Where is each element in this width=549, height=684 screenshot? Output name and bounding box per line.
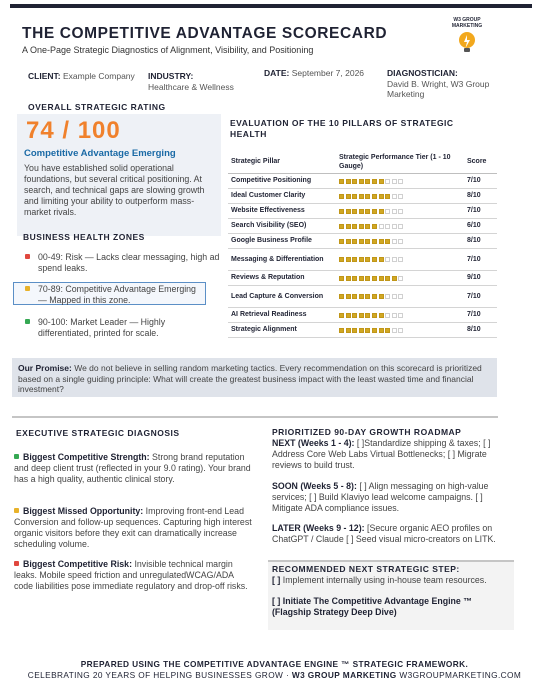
- gauge-segment-filled: [352, 328, 357, 333]
- gauge-segment-filled: [365, 224, 370, 229]
- pillar-gauge-cell: [336, 249, 464, 271]
- gauge-segment-filled: [346, 257, 351, 262]
- gauge-segment-filled: [379, 179, 384, 184]
- pillar-gauge: [339, 294, 461, 299]
- gauge-segment-empty: [398, 276, 403, 281]
- diagnosis-heading: EXECUTIVE STRATEGIC DIAGNOSIS: [16, 428, 180, 438]
- gauge-segment-filled: [359, 257, 364, 262]
- gauge-segment-filled: [359, 224, 364, 229]
- gauge-segment-filled: [365, 276, 370, 281]
- pillar-score: 7/10: [464, 286, 497, 308]
- pillar-score: 7/10: [464, 249, 497, 271]
- gauge-segment-filled: [359, 179, 364, 184]
- pillar-gauge: [339, 257, 461, 262]
- date-meta: [264, 68, 379, 79]
- pillar-name: Website Effectiveness: [228, 204, 336, 219]
- brand-logo: [446, 17, 488, 57]
- date-value: September 7, 2026: [291, 68, 365, 78]
- gauge-segment-filled: [339, 209, 344, 214]
- gauge-segment-filled: [346, 179, 351, 184]
- pillar-row: [228, 286, 497, 308]
- gauge-segment-filled: [365, 294, 370, 299]
- gauge-segment-filled: [372, 276, 377, 281]
- green-zone-icon: [25, 319, 30, 324]
- roadmap-next-text: [ ]Standardize shipping & taxes; [ ] Address Core Web Labs Virtual Bottlenecks; [ ] Migrate reviews to build trust.: [272, 438, 491, 470]
- diagnosis-opportunity: [14, 506, 254, 550]
- gauge-segment-empty: [398, 294, 403, 299]
- pillar-gauge: [339, 276, 461, 281]
- gauge-segment-filled: [352, 257, 357, 262]
- industry-label: INDUSTRY:: [148, 71, 194, 81]
- gauge-segment-filled: [372, 313, 377, 318]
- pillar-name: Messaging & Differentiation: [228, 249, 336, 271]
- pillar-row: [228, 323, 497, 338]
- risk-label: Biggest Competitive Risk:: [23, 559, 133, 569]
- gauge-segment-filled: [359, 328, 364, 333]
- gauge-segment-empty: [385, 209, 390, 214]
- next-step-option-engine[interactable]: [272, 596, 510, 618]
- pillar-gauge: [339, 239, 461, 244]
- promise-label: Our Promise:: [18, 363, 72, 373]
- gauge-segment-filled: [372, 224, 377, 229]
- gauge-segment-filled: [379, 313, 384, 318]
- gauge-segment-filled: [379, 257, 384, 262]
- pillar-name: Search Visibility (SEO): [228, 219, 336, 234]
- gauge-segment-empty: [398, 239, 403, 244]
- gauge-segment-empty: [392, 194, 397, 199]
- roadmap-later-label: LATER (Weeks 9 - 12):: [272, 523, 365, 533]
- client-value: Example Company: [62, 71, 135, 81]
- option-engine-text: [ ] Initiate The Competitive Advantage Engine ™ (Flagship Strategy Deep Dive): [272, 596, 473, 617]
- next-step-option-internal[interactable]: [272, 575, 510, 586]
- col-score: Score: [464, 152, 497, 174]
- gauge-segment-filled: [365, 239, 370, 244]
- gauge-segment-filled: [372, 294, 377, 299]
- pillar-score: 7/10: [464, 174, 497, 189]
- gauge-segment-empty: [379, 224, 384, 229]
- zone-leader-text: 90-100: Market Leader — Highly differentiated, printed for scale.: [38, 317, 166, 338]
- gauge-segment-filled: [385, 328, 390, 333]
- pillar-score: 9/10: [464, 271, 497, 286]
- gauge-segment-filled: [359, 239, 364, 244]
- score-status: Competitive Advantage Emerging: [24, 148, 176, 159]
- gauge-segment-filled: [359, 294, 364, 299]
- roadmap-later-text: [Secure organic AEO profiles on ChatGPT / Claude [ ] Seed visual micro-creators on LITK.: [272, 523, 496, 544]
- roadmap-later: [272, 523, 515, 545]
- gauge-segment-filled: [365, 209, 370, 214]
- gauge-segment-filled: [359, 313, 364, 318]
- gauge-segment-filled: [339, 257, 344, 262]
- gauge-segment-filled: [365, 257, 370, 262]
- gauge-segment-filled: [352, 294, 357, 299]
- pillars-heading: EVALUATION OF THE 10 PILLARS OF STRATEGIC HEALTH: [230, 118, 454, 139]
- footer-line-2: [0, 670, 549, 680]
- pillar-name: Lead Capture & Conversion: [228, 286, 336, 308]
- strength-text: Strong brand reputation and deep client trust (reflected in your 9.0 rating). Your brand has a high quality, authentic clinical story.: [14, 452, 251, 484]
- footer-tagline: CELEBRATING 20 YEARS OF HELPING BUSINESSES GROW ·: [27, 670, 292, 680]
- zone-emerging: [38, 284, 200, 306]
- gauge-segment-filled: [359, 276, 364, 281]
- gauge-segment-filled: [346, 276, 351, 281]
- gauge-segment-filled: [372, 257, 377, 262]
- pillars-table-header: [228, 152, 497, 174]
- gauge-segment-filled: [392, 276, 397, 281]
- industry-value: Healthcare & Wellness: [148, 81, 234, 92]
- score-description: You have established solid operational foundations, but several critical positioning. At search, and technical gaps are slowing growth and limiting your ability to outperform mass-market rivals.: [24, 163, 205, 217]
- gauge-segment-filled: [346, 313, 351, 318]
- gauge-segment-empty: [392, 209, 397, 214]
- pillar-gauge: [339, 224, 461, 229]
- gauge-segment-filled: [339, 276, 344, 281]
- next-step-heading: RECOMMENDED NEXT STRATEGIC STEP:: [272, 564, 460, 574]
- gauge-segment-filled: [352, 313, 357, 318]
- gauge-segment-filled: [359, 209, 364, 214]
- gauge-segment-empty: [385, 257, 390, 262]
- roadmap-soon-text: [ ] Align messaging on high-value services; [ ] Build Klaviyo lead welcome campaigns. [ ] Mitigate ADA compliance issues.: [272, 481, 489, 513]
- gauge-segment-filled: [359, 194, 364, 199]
- diagnostician-label: DIAGNOSTICIAN:: [387, 68, 458, 78]
- pillar-score: 8/10: [464, 323, 497, 338]
- gauge-segment-empty: [392, 257, 397, 262]
- gauge-segment-empty: [392, 328, 397, 333]
- pillar-gauge: [339, 179, 461, 184]
- diagnostician-value: David B. Wright, W3 Group Marketing: [387, 78, 490, 99]
- gauge-segment-filled: [365, 328, 370, 333]
- gauge-segment-filled: [372, 328, 377, 333]
- pillar-name: Reviews & Reputation: [228, 271, 336, 286]
- gauge-segment-filled: [346, 328, 351, 333]
- health-zones-heading: BUSINESS HEALTH ZONES: [23, 232, 145, 242]
- pillar-row: [228, 249, 497, 271]
- gauge-segment-filled: [372, 179, 377, 184]
- yellow-status-icon: [14, 508, 19, 513]
- gauge-segment-filled: [352, 209, 357, 214]
- gauge-segment-empty: [392, 313, 397, 318]
- gauge-segment-empty: [398, 209, 403, 214]
- pillar-gauge: [339, 313, 461, 318]
- gauge-segment-filled: [379, 294, 384, 299]
- pillar-gauge-cell: [336, 189, 464, 204]
- pillar-row: [228, 174, 497, 189]
- gauge-segment-empty: [392, 224, 397, 229]
- option-internal-checkbox[interactable]: [ ]: [272, 575, 281, 585]
- zone-risk-text: 00-49: Risk — Lacks clear messaging, high ad spend leaks.: [38, 252, 220, 273]
- gauge-segment-filled: [379, 194, 384, 199]
- pillar-name: Competitive Positioning: [228, 174, 336, 189]
- gauge-segment-filled: [346, 194, 351, 199]
- pillar-gauge: [339, 209, 461, 214]
- pillar-score: 8/10: [464, 234, 497, 249]
- pillar-score: 6/10: [464, 219, 497, 234]
- roadmap-soon-label: SOON (Weeks 5 - 8):: [272, 481, 357, 491]
- gauge-segment-filled: [339, 194, 344, 199]
- logo-line-1: W3 GROUP: [453, 17, 481, 23]
- pillar-score: 7/10: [464, 308, 497, 323]
- gauge-segment-empty: [392, 294, 397, 299]
- option-internal-text: Implement internally using in-house team resources.: [280, 575, 487, 585]
- gauge-segment-filled: [379, 239, 384, 244]
- industry-meta: [148, 71, 258, 92]
- pillar-gauge-cell: [336, 219, 464, 234]
- gauge-segment-filled: [352, 239, 357, 244]
- gauge-segment-filled: [379, 209, 384, 214]
- page-title: THE COMPETITIVE ADVANTAGE SCORECARD: [22, 25, 388, 42]
- pillars-table: [228, 152, 497, 338]
- gauge-segment-filled: [385, 276, 390, 281]
- strength-label: Biggest Competitive Strength:: [23, 452, 150, 462]
- pillar-name: Google Business Profile: [228, 234, 336, 249]
- gauge-segment-filled: [372, 209, 377, 214]
- col-pillar: Strategic Pillar: [228, 152, 336, 174]
- gauge-segment-filled: [339, 239, 344, 244]
- logo-line-2: MARKETING: [451, 23, 483, 29]
- gauge-segment-filled: [385, 194, 390, 199]
- gauge-segment-empty: [398, 194, 403, 199]
- gauge-segment-filled: [346, 209, 351, 214]
- pillar-row: [228, 219, 497, 234]
- section-divider: [12, 416, 498, 418]
- gauge-segment-empty: [392, 239, 397, 244]
- yellow-zone-icon: [25, 286, 30, 291]
- zone-leader: [38, 317, 193, 339]
- gauge-segment-filled: [346, 294, 351, 299]
- roadmap-next-label: NEXT (Weeks 1 - 4):: [272, 438, 355, 448]
- gauge-segment-filled: [365, 313, 370, 318]
- gauge-segment-filled: [352, 194, 357, 199]
- zone-emerging-text: 70-89: Competitive Advantage Emerging — Mapped in this zone.: [38, 284, 196, 305]
- footer-line-1: PREPARED USING THE COMPETITIVE ADVANTAGE ENGINE ™ STRATEGIC FRAMEWORK.: [80, 659, 469, 669]
- roadmap-heading: PRIORITIZED 90-DAY GROWTH ROADMAP: [272, 427, 462, 437]
- risk-text: Invisible technical margin leaks. Mobile speed friction and unregulatedWCAG/ADA code liabilities pose immediate regulatory and drop-off risks.: [14, 559, 248, 591]
- gauge-segment-filled: [385, 239, 390, 244]
- pillar-name: Ideal Customer Clarity: [228, 189, 336, 204]
- pillar-gauge-cell: [336, 308, 464, 323]
- gauge-segment-empty: [392, 179, 397, 184]
- footer-brand: W3 GROUP MARKETING: [291, 670, 397, 680]
- gauge-segment-empty: [398, 328, 403, 333]
- footer-website: W3GROUPMARKETING.COM: [396, 670, 522, 680]
- gauge-segment-empty: [398, 179, 403, 184]
- gauge-segment-filled: [365, 194, 370, 199]
- gauge-segment-filled: [372, 239, 377, 244]
- pillar-name: AI Retrieval Readiness: [228, 308, 336, 323]
- pillar-gauge: [339, 194, 461, 199]
- gauge-segment-filled: [346, 239, 351, 244]
- col-tier: Strategic Performance Tier (1 - 10 Gauge): [336, 152, 464, 174]
- gauge-segment-filled: [352, 224, 357, 229]
- green-status-icon: [14, 454, 19, 459]
- gauge-segment-empty: [398, 257, 403, 262]
- gauge-segment-filled: [379, 276, 384, 281]
- pillar-gauge-cell: [336, 204, 464, 219]
- promise-banner: [12, 358, 497, 397]
- gauge-segment-empty: [385, 313, 390, 318]
- roadmap-next: [272, 438, 515, 471]
- red-zone-icon: [25, 254, 30, 259]
- gauge-segment-filled: [346, 224, 351, 229]
- pillar-gauge-cell: [336, 323, 464, 338]
- top-accent-bar: [10, 4, 532, 8]
- client-label: CLIENT:: [28, 71, 61, 81]
- gauge-segment-filled: [379, 328, 384, 333]
- overall-score: 74 / 100: [26, 117, 121, 144]
- page-subtitle: A One-Page Strategic Diagnostics of Alignment, Visibility, and Positioning: [22, 45, 314, 55]
- gauge-segment-filled: [339, 328, 344, 333]
- pillar-gauge-cell: [336, 286, 464, 308]
- pillar-row: [228, 308, 497, 323]
- gauge-segment-empty: [398, 313, 403, 318]
- pillar-gauge-cell: [336, 271, 464, 286]
- diagnosis-risk: [14, 559, 254, 592]
- date-label: DATE:: [264, 68, 290, 78]
- gauge-segment-filled: [339, 294, 344, 299]
- client-meta: [28, 71, 138, 82]
- pillar-row: [228, 204, 497, 219]
- pillar-name: Strategic Alignment: [228, 323, 336, 338]
- diagnostician-meta: [387, 68, 497, 100]
- roadmap-soon: [272, 481, 515, 514]
- pillar-row: [228, 189, 497, 204]
- gauge-segment-filled: [339, 179, 344, 184]
- diagnosis-strength: [14, 452, 254, 485]
- pillar-row: [228, 234, 497, 249]
- pillar-row: [228, 271, 497, 286]
- promise-text: We do not believe in selling random marketing tactics. Every recommendation on this scorecard is prioritized based on a single guiding principle: What will create the greatest business impact with the least wasted time and financial investment?: [18, 363, 482, 394]
- pillar-score: 7/10: [464, 204, 497, 219]
- zone-risk: [38, 252, 228, 274]
- gauge-segment-filled: [372, 194, 377, 199]
- pillar-score: 8/10: [464, 189, 497, 204]
- opportunity-text: Improving front-end Lead Conversion and follow-up sequences. Capturing high interest organic visitors before they exit can dramatically increase scheduling volume.: [14, 506, 252, 549]
- opportunity-label: Biggest Missed Opportunity:: [23, 506, 144, 516]
- gauge-segment-filled: [352, 179, 357, 184]
- lightbulb-icon: [458, 31, 476, 53]
- gauge-segment-filled: [339, 313, 344, 318]
- gauge-segment-empty: [385, 224, 390, 229]
- gauge-segment-filled: [339, 224, 344, 229]
- gauge-segment-filled: [352, 276, 357, 281]
- gauge-segment-empty: [385, 179, 390, 184]
- red-status-icon: [14, 561, 19, 566]
- pillar-gauge-cell: [336, 234, 464, 249]
- gauge-segment-filled: [365, 179, 370, 184]
- gauge-segment-empty: [398, 224, 403, 229]
- pillar-gauge: [339, 328, 461, 333]
- pillar-gauge-cell: [336, 174, 464, 189]
- overall-rating-heading: OVERALL STRATEGIC RATING: [28, 102, 166, 112]
- gauge-segment-empty: [385, 294, 390, 299]
